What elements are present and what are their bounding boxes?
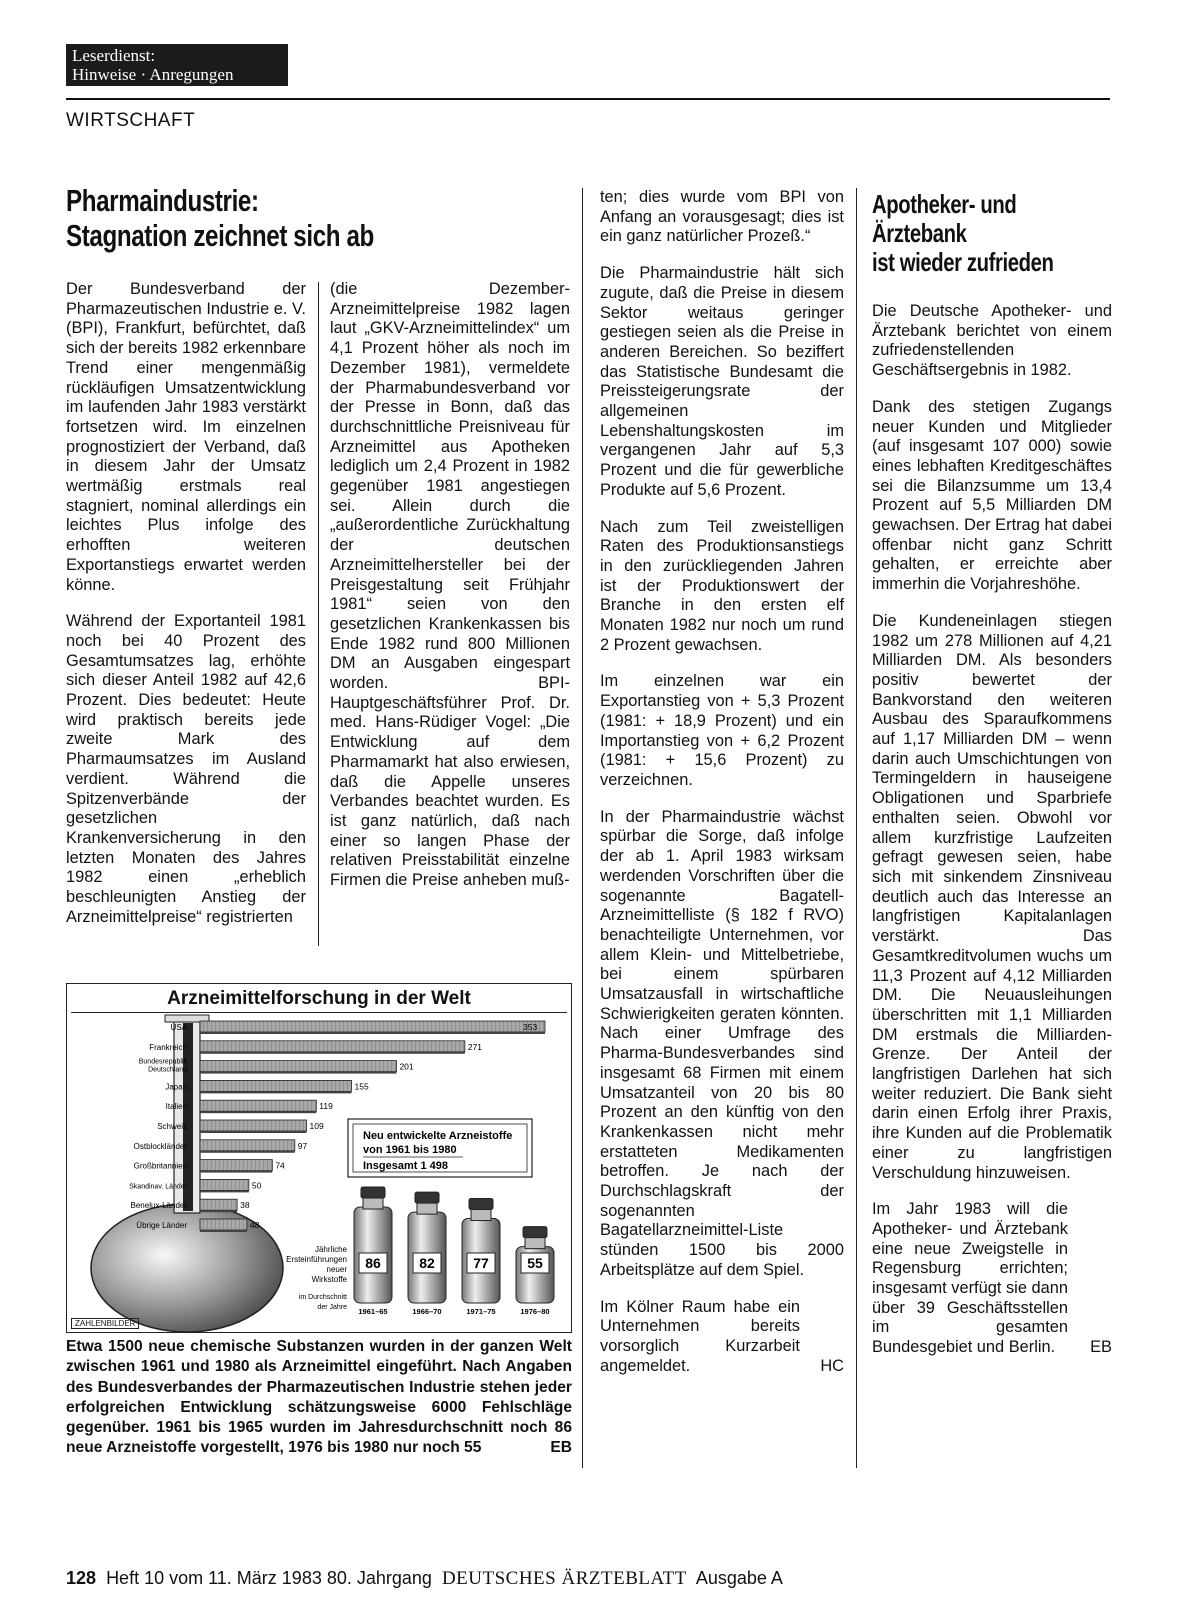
bar-shadow [200, 1190, 249, 1192]
bar-shadow [200, 1072, 396, 1074]
bar [200, 1140, 295, 1151]
bar [200, 1120, 307, 1131]
article2-title-line2: Ärztebank [872, 218, 967, 249]
article1-title [66, 184, 374, 253]
bar-shadow [200, 1210, 237, 1212]
bottle-value-label: 55 [527, 1255, 543, 1271]
article2-title-line3: ist wieder zufrieden [872, 247, 1054, 278]
column-divider [582, 188, 583, 1468]
caption-text: Etwa 1500 neue chemische Substanzen wurden in der ganzen Welt zwischen 1961 und 1980 als Arzneimittel eingeführt. Nach Angaben des Bundesverbandes der Pharmazeutischen Industrie stehen jeder erfolgreichen Entwicklung schätzungsweise 6000 Fehlschläge gegenüber. 1961 bis 1965 wurden im Jahresdurchschnitt noch 86 neue Arzneistoffe vorgestellt, 1976 bis 1980 nur noch 55 [66, 1338, 572, 1457]
bottle-neck [417, 1202, 437, 1214]
paragraph: In der Pharmaindustrie wächst spürbar die Sorge, daß infolge der ab 1. April 1983 wirksam werdenden Vorschriften über die sogenannte Bagatell-Arzneimittelliste (§ 182 f RVO) benachteiligte Unternehmen, vor allem Klein- und Mittelbetriebe, bei einem spürbaren Umsatzausfall in wirtschaftliche Schwierigkeiten geraten könnten. Nach einer Umfrage des Pharma-Bundesverbandes sind insgesamt 68 Firmen mit einem Umsatzanteil von 20 bis 80 Prozent an den künftig von den Krankenkassen nicht mehr erstatteten Medikamenten betroffen. Je nach der Durchschlagskraft der sogenannten Bagatellarzneimittel-Liste stünden 1500 bis 2000 Arbeitsplätze auf dem Spiel. [600, 807, 844, 1279]
bar-category-label: Frankreich [149, 1042, 187, 1052]
bottle-neck [525, 1237, 545, 1249]
bottle-neck [363, 1197, 383, 1209]
chart-figure [66, 983, 572, 1333]
bar-shadow [200, 1171, 272, 1173]
bottle-cap [469, 1199, 493, 1210]
journal-name: DEUTSCHES ÄRZTEBLATT [441, 1568, 687, 1589]
article2-title-line1: Apotheker- und [872, 189, 1017, 219]
bar-value-label: 109 [309, 1121, 324, 1131]
kicker-line-2: Hinweise · Anregungen [72, 65, 234, 84]
bottle-value-label: 82 [419, 1255, 435, 1271]
author-initials: HC [820, 1356, 844, 1375]
bar-category-label: Übrige Länder [136, 1221, 187, 1230]
bar-shadow [200, 1091, 351, 1093]
bar-value-label: 155 [354, 1081, 369, 1092]
bar-value-label: 119 [319, 1101, 333, 1112]
bar-category-label: Italien [165, 1102, 187, 1112]
kicker-line-1: Leserdienst: [72, 46, 156, 65]
paragraph: Die Deutsche Apotheker- und Ärztebank berichtet von einem zufriedenstellenden Geschäftsergebnis in 1982. [872, 302, 1112, 380]
bottles-label-line: Jährliche [314, 1245, 347, 1254]
bottle-neck [471, 1209, 491, 1221]
bottle-period-label: 1971–75 [466, 1307, 496, 1316]
inset-box [348, 1119, 532, 1177]
paragraph: Die Pharmaindustrie hält sich zugute, daß die Preise in diesem Sektor weitaus geringer gestiegen seien als die Preise in anderen Bereichen. So beziffert das Statistische Bundesamt die Preissteigerungsrate der allgemeinen Lebenshaltungskosten im vergangenen Jahr auf 5,3 Prozent und die für gewerbliche Produkte auf 5,6 Prozent. [600, 264, 844, 499]
bar-category-label: Bundesrepublik Deutschland [138, 1058, 187, 1074]
article1-column-2 [330, 280, 570, 908]
bar-value-label: 74 [275, 1160, 285, 1171]
bar [200, 1021, 545, 1032]
bottles-label-line: Wirkstoffe [311, 1275, 347, 1284]
bar [200, 1061, 396, 1072]
caption-initials: EB [550, 1439, 572, 1457]
bar [200, 1199, 237, 1210]
edition: Ausgabe A [695, 1568, 783, 1588]
page-number: 128 [66, 1568, 97, 1588]
paragraph: Im Jahr 1983 will die Apotheker- und Ärztebank eine neue Zweigstelle in Regensburg errichten; insgesamt verfügt sie dann über 39 Geschäftsstellen im gesamten Bundesgebiet und Berlin. [872, 1200, 1068, 1357]
bar-category-label: Schweiz [157, 1122, 187, 1131]
bar-value-label: 353 [523, 1022, 538, 1032]
bar [200, 1041, 465, 1052]
article1-column-3 [600, 188, 844, 1376]
article2-title [872, 190, 1054, 277]
bottle-value-label: 77 [473, 1255, 489, 1271]
section-kicker [66, 44, 288, 86]
paragraph: Während der Exportanteil 1981 noch bei 40 Prozent des Gesamtumsatzes lag, erhöhte sich dieser Anteil 1982 auf 42,6 Prozent. Dies bedeutet: Heute wird praktisch bereits jede zweite Mark des Pharmaumsatzes im Ausland verdient. Während die Spitzenverbände der gesetzlichen Krankenversicherung in den letzten Monaten des Jahres 1982 einen „erheblich beschleunigten Anstieg der Arzneimittelpreise“ registrierten [66, 612, 306, 926]
bar [200, 1219, 247, 1230]
article1-title-line1: Pharmaindustrie: [66, 183, 259, 218]
bar-category-label: Ostblockländer [133, 1141, 187, 1151]
inset-line2: von 1961 bis 1980 [363, 1144, 457, 1156]
bar [200, 1160, 272, 1171]
bottles-label [286, 1245, 347, 1311]
bar [200, 1179, 249, 1190]
author-initials: EB [1090, 1338, 1112, 1357]
bar-shadow [200, 1151, 295, 1153]
bottle-period-label: 1966–70 [412, 1307, 442, 1316]
column-divider [318, 282, 319, 946]
bottle-group [354, 1187, 554, 1316]
bar-shadow [200, 1111, 316, 1113]
inset-line1: Neu entwickelte Arzneistoffe [363, 1130, 513, 1142]
paragraph: Im einzelnen war ein Exportanstieg von + 5,3 Prozent (1981: + 18,9 Prozent) und ein Importanstieg von + 6,2 Prozent (1981: + 15,6 Prozent) zu verzeichnen. [600, 672, 844, 789]
issue-info: Heft 10 vom 11. März 1983 80. Jahrgang [106, 1568, 432, 1588]
bottle-value-label: 86 [365, 1255, 381, 1271]
bar-shadow [200, 1131, 307, 1133]
chart-title: Arzneimittelforschung in der Welt [167, 988, 471, 1009]
section-label: WIRTSCHAFT [66, 110, 196, 131]
signed-paragraph [600, 1298, 844, 1377]
paragraph: Dank des stetigen Zugangs neuer Kunden und Mitglieder (auf insgesamt 107 000) sowie eines lebhaften Kreditgeschäftes sei die Bilanzsumme um 13,4 Prozent auf 5,5 Milliarden DM gewachsen. Der Ertrag hat dabei offenbar nicht ganz Schritt gehalten, er erreichte aber immerhin die Vorjahreshöhe. [872, 397, 1112, 594]
bar [200, 1100, 316, 1111]
bottles-sublabel-line: der Jahre [317, 1304, 347, 1311]
page-footer [66, 1568, 783, 1590]
bar-value-label: 201 [399, 1061, 414, 1072]
paragraph: (die Dezember-Arzneimittelpreise 1982 lagen laut „GKV-Arzneimittelindex“ um 4,1 Prozent höher als noch im Dezember 1981), vermeldete der Pharmabundesverband vor der Presse in Bonn, daß das durchschnittliche Preisniveau für Arzneimittel aus Apotheken lediglich um 2,4 Prozent in 1982 gegenüber 1981 angestiegen sei. Allein durch die „außerordentliche Zurückhaltung der deutschen Arzneimittelhersteller bei der Preisgestaltung seit Frühjahr 1981“ seien von den gesetzlichen Krankenkassen bis Ende 1982 rund 800 Millionen DM an Ausgaben eingespart worden. BPI-Hauptgeschäftsführer Prof. Dr. med. Hans-Rüdiger Vogel: „Die Entwicklung auf dem Pharmamarkt hat also erwiesen, daß die Appelle unseres Verbandes beachtet wurden. Es ist ganz natürlich, daß nach einer so langen Phase der relativen Preisstabilität einzelne Firmen die Preise anheben muß- [330, 280, 570, 890]
bottle-period-label: 1976–80 [520, 1307, 550, 1316]
paragraph: Nach zum Teil zweistelligen Raten des Produktionsanstiegs in den zurückliegenden Jahren ist der Produktionswert der Branche in den ersten elf Monaten 1982 nur noch um rund 2 Prozent gewachsen. [600, 517, 844, 654]
bar-shadow [200, 1032, 545, 1034]
article1-title-line2: Stagnation zeichnet sich ab [66, 217, 374, 253]
bottles-label-line: Ersteinführungen [286, 1255, 347, 1264]
bottles-label-line: neuer [326, 1265, 347, 1274]
bar-value-label: 50 [251, 1180, 262, 1191]
paragraph: ten; dies wurde vom BPI von Anfang an vorausgesagt; dies ist ein ganz natürlicher Prozeß.“ [600, 188, 844, 246]
article1-column-1 [66, 280, 306, 945]
paragraph: Die Kundeneinlagen stiegen 1982 um 278 Millionen auf 4,21 Milliarden DM. Als besonders positiv bewertet der Bankvorstand den weiteren Ausbau des Sparaufkommens auf 1,17 Milliarden DM – wenn darin auch Umschichtungen von Termingeldern in hauseigene Obligationen und Sparbriefe enthalten seien. Obwohl vor allem kurzfristige Laufzeiten gefragt gewesen seien, habe sich mit sinkendem Zinsniveau deutlich auch das Interesse an langfristigen Kapitalanlagen verstärkt. Das Gesamtkreditvolumen wuchs um 11,3 Prozent auf 4,12 Milliarden DM. Die Neuausleihungen überschritten mit 1,1 Milliarden DM erstmals die Milliarden-Grenze. Der Anteil der langfristigen Darlehen hat sich weiter reduziert. Die Bank sieht darin einen Erfolg ihrer Praxis, ihre Kunden auf die Problematik einer zu langfristigen Verschuldung hinzuweisen. [872, 611, 1112, 1182]
bar-value-label: 271 [467, 1041, 483, 1052]
bar [200, 1080, 351, 1091]
bottle-cap [415, 1192, 439, 1203]
inset-total: Insgesamt 1 498 [363, 1160, 448, 1172]
bar-value-label: 48 [249, 1220, 260, 1230]
bottle-cap [523, 1227, 547, 1238]
bottle-period-label: 1961–65 [358, 1307, 388, 1316]
bar-category-label: Großbritannien [133, 1161, 187, 1171]
bottle-cap [361, 1187, 385, 1198]
bar-category-label: Benelux-Länder [130, 1201, 187, 1211]
paragraph: Der Bundesverband der Pharmazeutischen Industrie e. V. (BPI), Frankfurt, befürchtet, daß sich der bereits 1982 erkennbare Trend einer mengenmäßig rückläufigen Umsatzentwicklung im laufenden Jahr 1983 verstärkt fortsetzen wird. Im einzelnen prognostiziert der Verband, daß in diesem Jahr der Umsatz wertmäßig erstmals real stagniert, nominal allerdings ein leichtes Plus infolge des erhofften weiteren Exportanstiegs erwartet werden könne. [66, 280, 306, 594]
bar-shadow [200, 1052, 465, 1054]
column-divider [856, 188, 857, 1468]
figure-caption [66, 1337, 572, 1459]
bar-value-label: 97 [297, 1140, 308, 1151]
chart-plot [67, 1013, 571, 1333]
article2-body [872, 302, 1112, 1358]
bar-category-label: Japan [165, 1082, 187, 1092]
bar-shadow [200, 1230, 247, 1232]
bottles-sublabel-line: im Durchschnitt [298, 1294, 347, 1301]
source-credit: ZAHLENBILDER [71, 1318, 139, 1329]
header-rule [66, 98, 1110, 100]
bar-category-label: Skandinav. Länder [129, 1183, 187, 1191]
signed-paragraph [872, 1200, 1112, 1358]
bar-category-label: USA [170, 1023, 187, 1032]
paragraph: Im Kölner Raum habe ein Unternehmen bereits vorsorglich Kurzarbeit angemeldet. [600, 1297, 800, 1375]
bar-value-label: 38 [240, 1200, 250, 1211]
